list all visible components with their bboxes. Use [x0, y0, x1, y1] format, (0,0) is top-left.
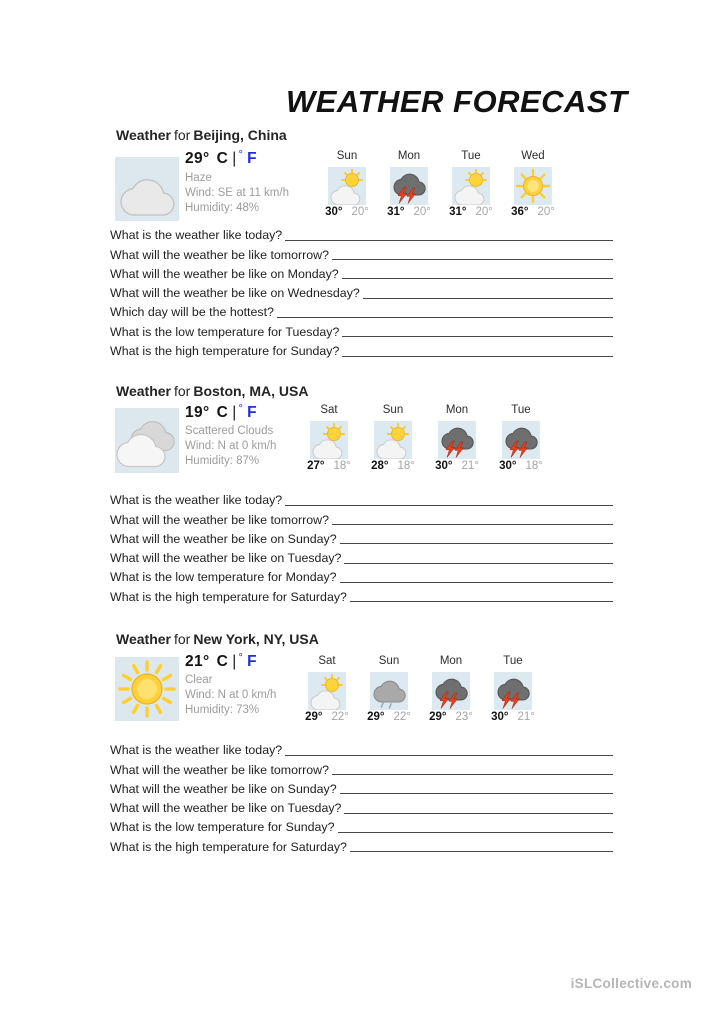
- unit-separator: |: [232, 150, 237, 167]
- question-row: [110, 508, 613, 527]
- answer-blank-line: [340, 793, 613, 794]
- question-text: What will the weather be like on Sunday?: [110, 781, 337, 796]
- forecast-row: [297, 404, 553, 472]
- thunderstorm-icon: [502, 421, 540, 459]
- question-text: Which day will be the hottest?: [110, 305, 274, 320]
- answer-blank-line: [285, 505, 613, 506]
- question-row: [110, 489, 613, 508]
- condition-text: Clear: [185, 674, 213, 686]
- fahrenheit-unit[interactable]: F: [247, 653, 257, 670]
- question-row: [110, 835, 613, 854]
- low-temp: 18°: [525, 460, 543, 472]
- section-header: [116, 631, 319, 647]
- humidity-text: Humidity: 87%: [185, 455, 260, 467]
- partly-cloudy-icon: [452, 167, 490, 205]
- forecast-row: [296, 655, 544, 723]
- forecast-day-column: [378, 150, 440, 218]
- location-label: New York, NY, USA: [193, 631, 319, 647]
- thunderstorm-icon: [438, 421, 476, 459]
- question-row: [110, 816, 613, 835]
- low-temp: 22°: [331, 711, 349, 723]
- high-temp: 30°: [435, 460, 453, 472]
- answer-blank-line: [340, 582, 613, 583]
- rain-icon: [370, 672, 408, 710]
- thunderstorm-icon: [494, 672, 532, 710]
- wind-text: Wind: N at 0 km/h: [185, 689, 277, 701]
- for-label: for: [173, 383, 191, 399]
- wind-text: Wind: SE at 11 km/h: [185, 187, 289, 199]
- location-label: Boston, MA, USA: [193, 383, 309, 399]
- temp-celsius-value: 19°: [185, 404, 210, 421]
- question-text: What will the weather be like tomorrow?: [110, 762, 329, 777]
- humidity-text: Humidity: 73%: [185, 704, 260, 716]
- day-label: Sun: [336, 150, 358, 162]
- answer-blank-line: [277, 317, 613, 318]
- current-temperature: [185, 652, 257, 671]
- question-row: [110, 566, 613, 585]
- forecast-day-column: [296, 655, 358, 723]
- forecast-day-column: [425, 404, 489, 472]
- question-text: What is the low temperature for Tuesday?: [110, 324, 340, 339]
- day-label: Sat: [320, 404, 338, 416]
- forecast-day-column: [316, 150, 378, 218]
- question-text: What will the weather be like tomorrow?: [110, 247, 329, 262]
- condition-text: Scattered Clouds: [185, 425, 274, 437]
- forecast-day-column: [440, 150, 502, 218]
- question-row: [110, 778, 613, 797]
- condition-text: Haze: [185, 172, 212, 184]
- question-row: [110, 528, 613, 547]
- answer-blank-line: [342, 278, 613, 279]
- question-row: [110, 739, 613, 758]
- answer-blank-line: [285, 240, 613, 241]
- answer-blank-line: [332, 259, 613, 260]
- question-row: [110, 243, 613, 262]
- question-row: [110, 224, 613, 243]
- low-temp: 20°: [351, 206, 369, 218]
- question-text: What is the weather like today?: [110, 743, 283, 758]
- high-temp: 29°: [305, 711, 323, 723]
- celsius-unit: C: [216, 150, 229, 167]
- question-row: [110, 340, 613, 359]
- forecast-day-column: [489, 404, 553, 472]
- answer-blank-line: [332, 524, 613, 525]
- forecast-day-column: [482, 655, 544, 723]
- fahrenheit-degree: °: [238, 652, 244, 663]
- section-header: [116, 383, 308, 399]
- low-temp: 21°: [461, 460, 479, 472]
- answer-blank-line: [344, 563, 613, 564]
- question-row: [110, 585, 613, 604]
- haze-cloud-icon: [115, 157, 179, 221]
- for-label: for: [173, 127, 191, 143]
- low-temp: 20°: [475, 206, 493, 218]
- question-text: What will the weather be like on Tuesday?: [110, 551, 342, 566]
- weather-label: Weather: [116, 127, 171, 143]
- question-list: [110, 224, 613, 359]
- thunderstorm-icon: [390, 167, 428, 205]
- forecast-day-column: [297, 404, 361, 472]
- weather-label: Weather: [116, 631, 171, 647]
- celsius-unit: C: [216, 653, 229, 670]
- forecast-day-column: [502, 150, 564, 218]
- high-temp: 30°: [491, 711, 509, 723]
- question-text: What will the weather be like on Tuesday?: [110, 801, 342, 816]
- question-text: What is the low temperature for Monday?: [110, 570, 337, 585]
- section-header: [116, 127, 287, 143]
- answer-blank-line: [338, 832, 613, 833]
- high-temp: 30°: [499, 460, 517, 472]
- day-label: Tue: [511, 404, 531, 416]
- high-temp: 31°: [449, 206, 467, 218]
- temp-celsius-value: 29°: [185, 150, 210, 167]
- low-temp: 20°: [413, 206, 431, 218]
- question-row: [110, 797, 613, 816]
- answer-blank-line: [342, 356, 613, 357]
- wind-text: Wind: N at 0 km/h: [185, 440, 277, 452]
- low-temp: 22°: [393, 711, 411, 723]
- celsius-unit: C: [216, 404, 229, 421]
- answer-blank-line: [344, 813, 613, 814]
- forecast-row: [316, 150, 564, 218]
- scattered-clouds-icon: [115, 408, 179, 473]
- question-text: What will the weather be like on Monday?: [110, 266, 339, 281]
- high-temp: 27°: [307, 460, 325, 472]
- day-label: Sun: [378, 655, 400, 667]
- question-text: What will the weather be like on Wednesday?: [110, 286, 360, 301]
- high-temp: 30°: [325, 206, 343, 218]
- page-title: WEATHER FORECAST: [286, 84, 628, 119]
- current-weather-icon-box: [115, 157, 179, 221]
- partly-cloudy-icon: [374, 421, 412, 459]
- answer-blank-line: [342, 336, 613, 337]
- answer-blank-line: [350, 601, 613, 602]
- question-row: [110, 320, 613, 339]
- watermark: iSLCollective.com: [570, 976, 692, 991]
- low-temp: 18°: [397, 460, 415, 472]
- question-text: What is the low temperature for Sunday?: [110, 820, 335, 835]
- answer-blank-line: [363, 298, 613, 299]
- current-weather-icon-box: [115, 408, 179, 473]
- for-label: for: [173, 631, 191, 647]
- unit-separator: |: [232, 404, 237, 421]
- high-temp: 28°: [371, 460, 389, 472]
- forecast-day-column: [361, 404, 425, 472]
- answer-blank-line: [285, 755, 613, 756]
- partly-cloudy-icon: [308, 672, 346, 710]
- current-temperature: [185, 403, 257, 422]
- high-temp: 36°: [511, 206, 529, 218]
- question-row: [110, 547, 613, 566]
- question-text: What will the weather be like tomorrow?: [110, 512, 329, 527]
- day-label: Tue: [461, 150, 481, 162]
- question-text: What is the high temperature for Saturday?: [110, 839, 347, 854]
- location-label: Beijing, China: [193, 127, 287, 143]
- temp-celsius-value: 21°: [185, 653, 210, 670]
- question-row: [110, 301, 613, 320]
- low-temp: 20°: [537, 206, 555, 218]
- day-label: Mon: [439, 655, 463, 667]
- question-text: What will the weather be like on Sunday?: [110, 531, 337, 546]
- humidity-text: Humidity: 48%: [185, 202, 260, 214]
- unit-separator: |: [232, 653, 237, 670]
- low-temp: 23°: [455, 711, 473, 723]
- question-list: [110, 739, 613, 855]
- fahrenheit-degree: °: [238, 403, 244, 414]
- partly-cloudy-icon: [310, 421, 348, 459]
- question-text: What is the weather like today?: [110, 228, 283, 243]
- low-temp: 18°: [333, 460, 351, 472]
- high-temp: 31°: [387, 206, 405, 218]
- answer-blank-line: [340, 543, 613, 544]
- sun-icon: [115, 657, 179, 721]
- question-list: [110, 489, 613, 605]
- fahrenheit-degree: °: [238, 149, 244, 160]
- high-temp: 29°: [367, 711, 385, 723]
- day-label: Tue: [503, 655, 523, 667]
- sunny-icon: [514, 167, 552, 205]
- question-row: [110, 263, 613, 282]
- thunderstorm-icon: [432, 672, 470, 710]
- question-text: What is the weather like today?: [110, 493, 283, 508]
- fahrenheit-unit[interactable]: F: [247, 404, 257, 421]
- high-temp: 29°: [429, 711, 447, 723]
- question-row: [110, 758, 613, 777]
- day-label: Sun: [382, 404, 404, 416]
- day-label: Mon: [397, 150, 421, 162]
- current-temperature: [185, 149, 257, 168]
- forecast-day-column: [358, 655, 420, 723]
- answer-blank-line: [332, 774, 613, 775]
- current-weather-icon-box: [115, 657, 179, 721]
- weather-label: Weather: [116, 383, 171, 399]
- forecast-day-column: [420, 655, 482, 723]
- low-temp: 21°: [517, 711, 535, 723]
- fahrenheit-unit[interactable]: F: [247, 150, 257, 167]
- answer-blank-line: [350, 851, 613, 852]
- day-label: Wed: [521, 150, 545, 162]
- question-text: What is the high temperature for Saturday?: [110, 589, 347, 604]
- day-label: Mon: [445, 404, 469, 416]
- day-label: Sat: [318, 655, 336, 667]
- question-text: What is the high temperature for Sunday?: [110, 344, 340, 359]
- question-row: [110, 282, 613, 301]
- partly-cloudy-icon: [328, 167, 366, 205]
